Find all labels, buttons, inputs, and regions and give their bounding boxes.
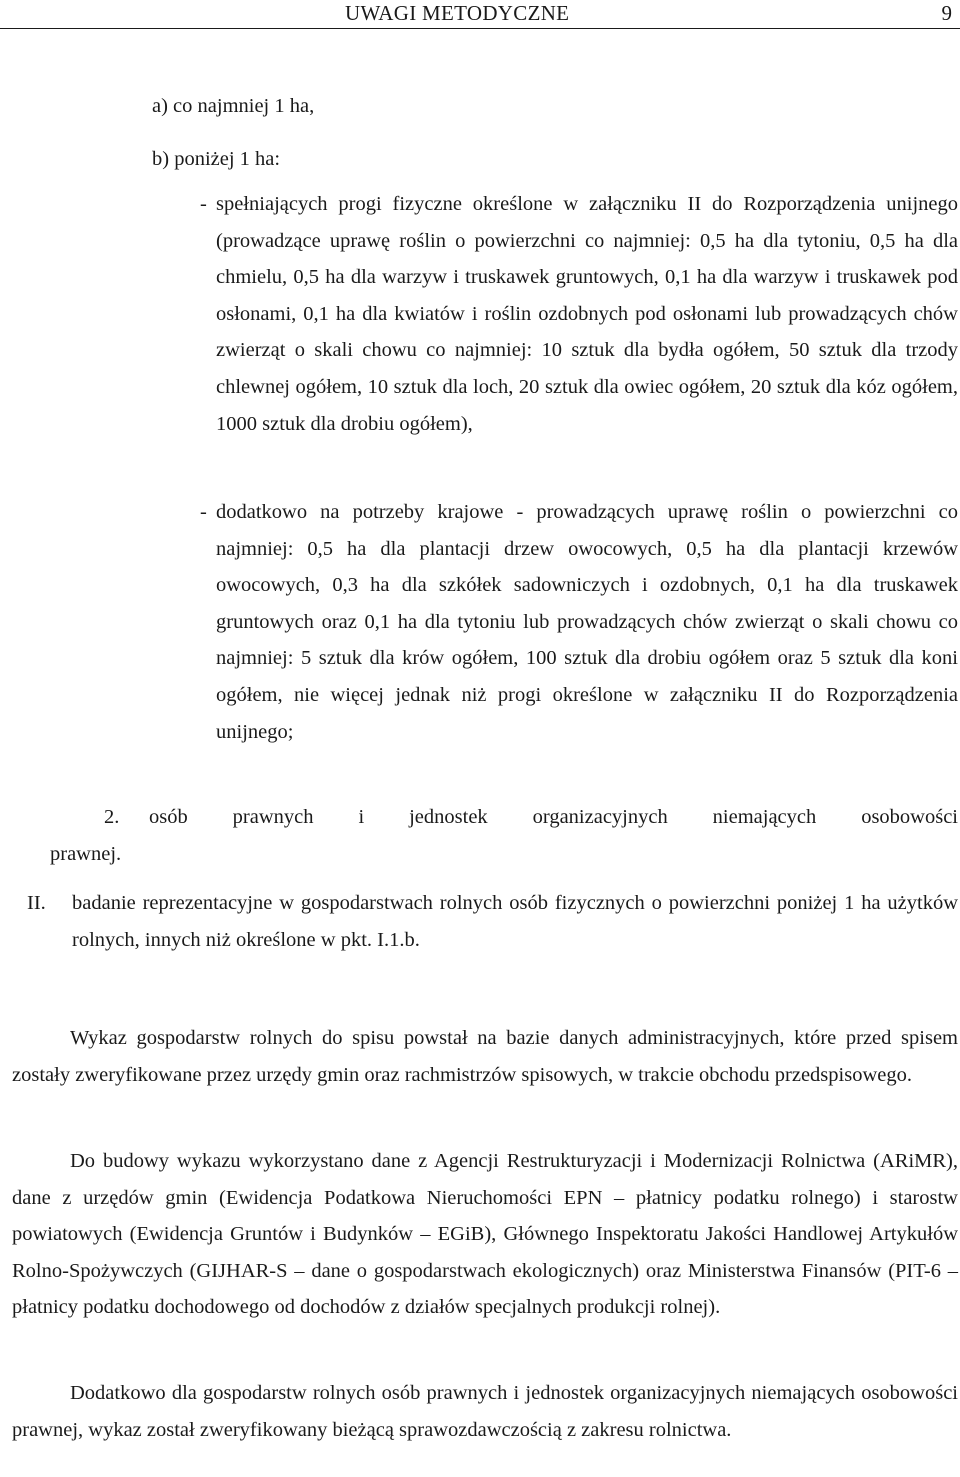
page-header bbox=[0, 0, 960, 29]
header-title: UWAGI METODYCZNE bbox=[345, 1, 570, 25]
paragraph-legal-entities: Dodatkowo dla gospodarstw rolnych osób prawnych i jednostek organizacyjnych niemających osobowości prawnej, wykaz został zweryfikowany bieżącą sprawozdawczością z zakresu rolnictwa. bbox=[12, 1382, 958, 1441]
item-2-text-continued: prawnej. bbox=[50, 843, 122, 865]
item-2-number: 2. bbox=[104, 806, 120, 828]
paragraph-register-basis: Wykaz gospodarstw rolnych do spisu powstał na bazie danych administracyjnych, które przed spisem zostały zweryfikowane przez urzędy gmin oraz rachmistrzów spisowych, w trakcie obchodu przedspisowego. bbox=[12, 1027, 958, 1086]
bullet-national-needs: dodatkowo na potrzeby krajowe - prowadzących uprawę roślin o powierzchni co najmniej: 0,5 ha dla plantacji drzew owocowych, 0,5 ha dla plantacji krzewów owocowych, 0,3 ha dla szkółek sadowniczych i ozdobnych, 0,1 ha dla truskawek gruntowych oraz 0,1 ha dla tytoniu lub prowadzących chów zwierząt o skali chowu co najmniej: 5 sztuk dla krów ogółem, 100 sztuk dla drobiu ogółem oraz 5 sztuk dla koni ogółem, nie więcej jednak niż progi określone w załączniku II do Rozporządzenia unijnego; bbox=[216, 501, 958, 743]
paragraph-data-sources: Do budowy wykazu wykorzystano dane z Agencji Restrukturyzacji i Modernizacji Rolnictwa (ARiMR), dane z urzędów gmin (Ewidencja Podatkowa Nieruchomości EPN – płatnicy podatku rolnego) i starostw powiatowych (Ewidencja Gruntów i Budynków – EGiB), Głównego Inspektoratu Jakości Handlowej Artykułów Rolno-Spożywczych (GIJHAR-S – dane o gospodarstwach ekologicznych) oraz Ministerstwa Finansów (PIT-6 – płatnicy podatku dochodowego od dochodów z działów specjalnych produkcji rolnej). bbox=[12, 1150, 958, 1319]
bullet-physical-thresholds: spełniających progi fizyczne określone w załączniku II do Rozporządzenia unijnego (prowadzące uprawę roślin o powierzchni co najmniej: 0,5 ha dla tytoniu, 0,5 ha dla chmielu, 0,5 ha dla warzyw i truskawek gruntowych, 0,1 ha dla warzyw i truskawek pod osłonami, 0,1 ha dla kwiatów i roślin ozdobnych pod osłonami lub prowadzących chów zwierząt o skali chowu co najmniej: 10 sztuk dla bydła ogółem, 50 sztuk dla trzody chlewnej ogółem, 10 sztuk dla loch, 20 sztuk dla owiec ogółem, 20 sztuk dla kóz ogółem, 1000 sztuk dla drobiu ogółem), bbox=[216, 193, 958, 435]
page-number: 9 bbox=[941, 1, 952, 25]
list-item-b: b) poniżej 1 ha: bbox=[152, 148, 281, 170]
item-2-text: osób prawnych i jednostek organizacyjnych niemających osobowości bbox=[149, 806, 958, 828]
item-ii-number: II. bbox=[27, 892, 46, 914]
bullet-dash: - bbox=[200, 501, 207, 523]
bullet-dash: - bbox=[200, 193, 207, 215]
item-ii-text: badanie reprezentacyjne w gospodarstwach rolnych osób fizycznych o powierzchni poniżej 1 ha użytków rolnych, innych niż określone w pkt. I.1.b. bbox=[72, 892, 958, 951]
list-item-a: a) co najmniej 1 ha, bbox=[152, 95, 315, 117]
